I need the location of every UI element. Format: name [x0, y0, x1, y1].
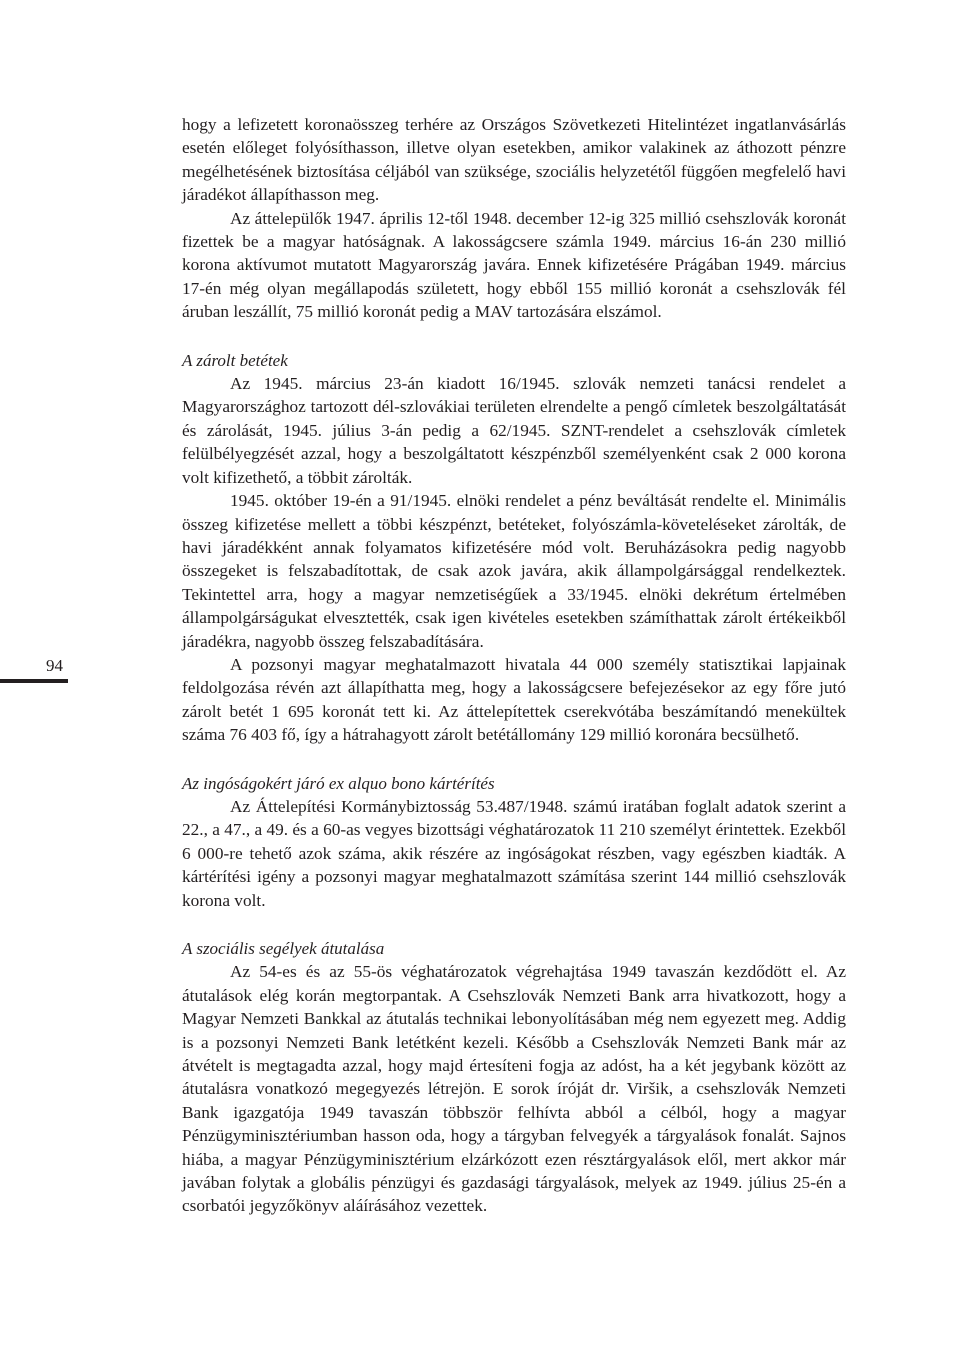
szocialis-paragraph-1: Az 54-es és az 55-ös véghatározatok végrehajtása 1949 tavaszán kezdődött el. Az átutalások elég korán megtorpantak. A Csehszlovák Nemzeti Bank arra hivatkozott, hogy a Magyar Nemzeti Bankkal az átutalás technikai lebonyolításában még nem egyezett meg. Addig is a pozsonyi Nemzeti Bank letétként kezeli. Később a Csehszlovák Nemzeti Bank már az átvételt is megtagadta azzal, hogy majd értesíteni fogja az adóst, ha a két jegybank között az átutalásra vonatkozó megegyezés létrejön. E sorok íróját dr. Viršik, a csehszlovák Nemzeti Bank igazgatója 1949 tavaszán többször felhívta abból a célból, hogy a magyar Pénzügyminisztériumban hasson oda, hogy a tárgyban felvegyék a tárgyalások fonalát. Sajnos hiába, a magyar Pénzügyminisztérium elzárkózott ezen résztárgyalások elől, mert akkor már javában folytak a globális pénzügyi és gazdasági tárgyalások, melyek az 1949. július 25-én a csorbatói jegyzőkönyv aláírásához vezettek. — [182, 962, 846, 1216]
section-heading-ingosag: Az ingóságokért járó ex alquo bono kártérítés — [182, 773, 495, 793]
ingosag-paragraph-1: Az Áttelepítési Kormánybiztosság 53.487/1948. számú iratában foglalt adatok szerint a 22., a 47., a 49. és a 60-as vegyes bizottsági véghatározatok 11 210 személyt érintettek. Ezekből 6 000-re tehető azok száma, akik részére az ingóságokat részben, vagy egészben kiadták. A kártérítési igény a pozsonyi magyar meghatalmazott számítása szerint 144 millió csehszlovák korona volt. — [182, 796, 846, 910]
zarolt-paragraph-3: A pozsonyi magyar meghatalmazott hivatala 44 000 személy statisztikai lapjainak feldolgozása révén azt állapíthatta meg, hogy a lakosságcsere befejezésekor az egy főre jutó zárolt betét 1 695 koronát tett ki. Az áttelepítettek cserekvótába beszámítandó menekültek száma 76 403 fő, így a hátrahagyott zárolt betétállomány 129 millió koronára becsülhető. — [182, 654, 846, 745]
page-body — [182, 113, 846, 1218]
intro-paragraph-1: hogy a lefizetett koronaösszeg terhére az Országos Szövetkezeti Hitelintézet ingatlanvásárlás esetén előleget folyósíthasson, illetve olyan esetekben, amikor valakinek az áthozott pénzre megélhetésének biztosítása céljából van szüksége, szociális helyzetétől függően megfelelő havi járadékot állapíthasson meg. — [182, 115, 846, 205]
section-spacer — [182, 324, 846, 349]
section-spacer — [182, 747, 846, 772]
page-number: 94 — [46, 656, 63, 675]
section-heading-szocialis: A szociális segélyek átutalása — [182, 939, 385, 958]
page-number-rule — [0, 679, 68, 683]
zarolt-paragraph-1: Az 1945. március 23-án kiadott 16/1945. szlovák nemzeti tanácsi rendelet a Magyarországhoz tartozott dél-szlovákiai területen elrendelte a pengő címletek beszolgáltatását és zárolását, 1945. július 3-án pedig a 62/1945. SZNT-rendelet a csehszlovák címletek felülbélyegzését azzal, hogy a beszolgáltatott készpénzből személyenként csak 2 000 korona volt kifizethető, a többit zárolták. — [182, 374, 846, 487]
section-spacer — [182, 912, 846, 937]
section-heading-zarolt: A zárolt betétek — [182, 350, 288, 370]
zarolt-paragraph-2: 1945. október 19-én a 91/1945. elnöki rendelet a pénz beváltását rendelte el. Minimális összeg kifizetése mellett a többi készpénzt, betéteket, folyószámla-követeléseket zárolták, de havi járadékként annak folyamatos kifizetésére mód volt. Beruházásokra pedig nagyobb összegeket is felszabadítottak, de csak azok javára, akik állampolgársággal rendelkeztek. Tekintettel arra, hogy a magyar nemzetiségűek a 33/1945. elnöki dekrétum értelmében állampolgárságukat elvesztették, csak igen kivételes esetekben számíthattak zárolt értékeikből járadékra, nagyobb összeg felszabadítására. — [182, 491, 846, 651]
intro-paragraph-2: Az áttelepülők 1947. április 12-től 1948. december 12-ig 325 millió csehszlovák koronát fizettek be a magyar hatóságnak. A lakosságcsere számla 1949. március 16-án 230 millió korona aktívumot mutatott Magyarország javára. Ennek kifizetésére Prágában 1949. március 17-én még olyan megállapodás született, hogy ebből 155 millió koronát a csehszlovák fél áruban leszállít, 75 millió koronát pedig a MAV tartozására elszámol. — [182, 208, 846, 322]
